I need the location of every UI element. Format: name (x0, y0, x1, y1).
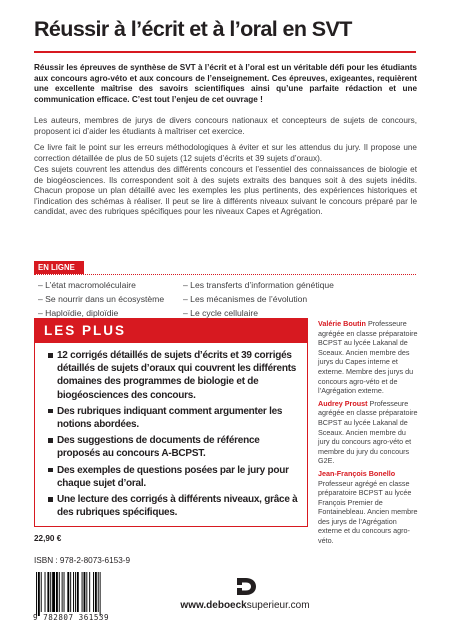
isbn: ISBN : 978-2-8073-6153-9 (34, 556, 131, 565)
online-divider (34, 274, 416, 275)
plus-item (48, 349, 304, 402)
online-topic: – Haploïdie, diploïdie (38, 308, 119, 319)
author-bio: Professeur agrégé en classe préparatoire BCPST au lycée François Premier de Fontainebleau. Ancien membre des jurys de l’Agrégation externe et du concours agro-véto. (318, 478, 418, 546)
square-bullet-icon (48, 438, 53, 443)
paragraph-method: Ce livre fait le point sur les erreurs méthodologiques à éviter et sur les attendus du jury. Il propose une correction détaillée de plus de 50 sujets (12 sujets d’écrits et 39 sujets d’oraux). (34, 143, 417, 163)
online-topic: – Le cycle cellulaire (183, 308, 258, 319)
online-topic: – L’état macromoléculaire (38, 280, 136, 290)
website-bold: www.deboeck (180, 600, 247, 611)
online-topics-right (183, 278, 334, 321)
title-divider (34, 51, 416, 53)
intro-paragraph: Réussir les épreuves de synthèse de SVT à l’écrit et à l’oral est un véritable défi pour les étudiants aux concours agro-véto et aux concours de l’enseignement. Ces épreuves, exigeantes, requièrent une excellente maîtrise des savoirs scientifiques ainsi qu’une parfaite rédaction et une communication efficace. C’est tout l’enjeu de cet ouvrage ! (34, 63, 417, 104)
plus-item-text: Une lecture des corrigés à différents niveaux, grâce à des rubriques spécifiques. (57, 494, 298, 519)
plus-item (48, 405, 304, 431)
barcode-digits: 9 782807 361539 (33, 613, 110, 622)
price: 22,90 € (34, 534, 62, 543)
plus-item-text: Des rubriques indiquant comment argumenter les notions abordées. (57, 405, 283, 431)
paragraph-subjects: Ces sujets couvrent les attendus des différents concours et l’essentiel des connaissances de biologie et de biogéosciences. Ils correspondent soit à des sujets extraits des banques soit à des sujets inédits. Chacun propose un plan détaillé avec les exemples les plus pertinents, des expériences historiques et l’indication des schémas à réaliser. Il peut se lire à différents niveaux suivant le concours préparé par le candidat, avec des rubriques spécifiques pour les niveaux Capes et Agrégation. (34, 165, 417, 217)
author-entry (318, 469, 418, 546)
publisher-website[interactable] (180, 600, 310, 611)
publisher-d-logo (237, 578, 256, 595)
plus-item-text: Des exemples de questions posées par le jury pour chaque sujet d’oral. (57, 464, 289, 489)
plus-list (48, 349, 304, 522)
paragraph-authors: Les auteurs, membres de jurys de divers concours nationaux et concepteurs de sujets de concours, proposent ici d’aider les étudiants à maîtriser cet exercice. (34, 116, 417, 136)
website-rest: superieur.com (246, 600, 310, 611)
author-name: Audrey Proust (318, 398, 368, 408)
plus-item (48, 464, 304, 490)
square-bullet-icon (48, 497, 53, 502)
author-entry (318, 319, 418, 396)
online-topic: – Les mécanismes de l’évolution (183, 294, 308, 305)
authors-column (318, 319, 418, 549)
author-entry (318, 399, 418, 466)
barcode-icon (34, 572, 134, 616)
author-bio: Professeure agrégée en classe préparatoire BCPST au lycée Lakanal de Sceaux. Ancien membre des jurys du Capes interne et externe. Membre des jurys du concours agro-véto et de l’Agrégation externe. (318, 319, 418, 396)
online-topics-left (38, 278, 164, 321)
square-bullet-icon (48, 409, 53, 414)
book-title: Réussir à l’écrit et à l’oral en SVT (34, 17, 352, 41)
plus-header: LES PLUS (34, 318, 308, 343)
author-bio: Professeure agrégée en classe préparatoire BCPST au lycée Lakanal de Sceaux. Ancien membre du jury du concours agro-véto et membre du jury du concours G2E. (318, 398, 418, 466)
online-topic: – Se nourrir dans un écosystème (38, 294, 165, 305)
plus-item-text: 12 corrigés détaillés de sujets d’écrits et 39 corrigés détaillés de sujets d’oraux qui couvrent les différents domaines des programmes de biologie et de biogéosciences des concours. (57, 350, 297, 401)
plus-item (48, 493, 304, 519)
author-name: Jean-François Bonello (318, 468, 396, 478)
plus-item (48, 434, 304, 460)
online-topic: – Les transferts d’information génétique (183, 280, 334, 290)
square-bullet-icon (48, 353, 53, 358)
online-badge: EN LIGNE (34, 261, 84, 274)
square-bullet-icon (48, 468, 53, 473)
plus-item-text: Des suggestions de documents de référence proposés au concours A-BCPST. (57, 435, 260, 460)
author-name: Valérie Boutin (318, 319, 366, 328)
